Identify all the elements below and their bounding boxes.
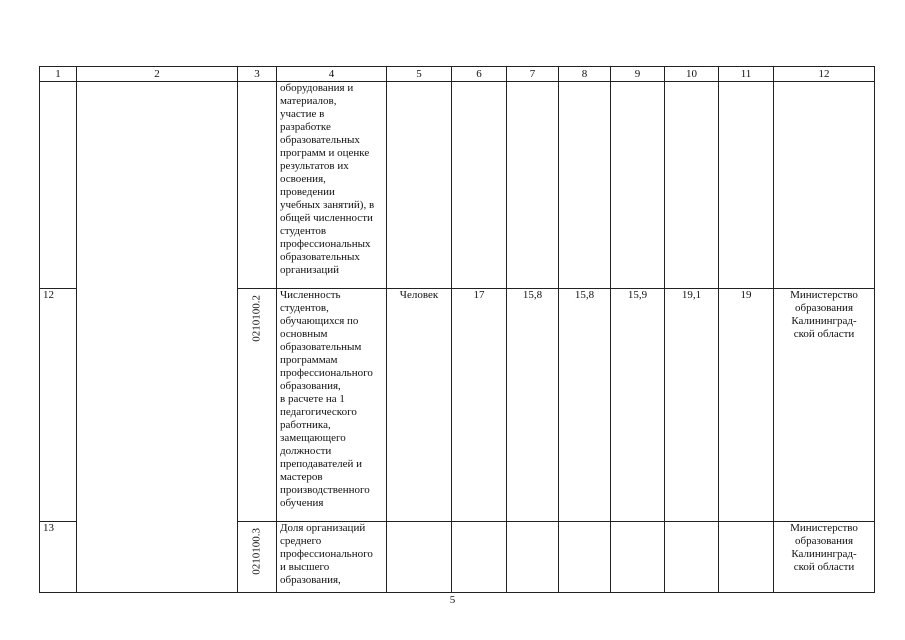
- row-code: [238, 82, 277, 289]
- row-description: Доля организаций среднего профессионального и высшего образования,: [277, 522, 387, 593]
- row-value: 15,8: [507, 289, 559, 522]
- row-description: Численность студентов, обучающихся по основным образовательным программам профессионального образования, в расчете на 1 педагогического работника, замещающего должности преподавателей и мастеров производственного обучения: [277, 289, 387, 522]
- row-value: [719, 522, 774, 593]
- column-header: 1: [40, 67, 77, 82]
- page-number: 5: [449, 594, 456, 606]
- row-value: [559, 522, 611, 593]
- row-code: [238, 522, 277, 593]
- row-value: [665, 522, 719, 593]
- row-value: 15,8: [559, 289, 611, 522]
- row-number: 12: [40, 289, 77, 522]
- row-value: 19,1: [665, 289, 719, 522]
- row-value: [719, 82, 774, 289]
- row-number: [40, 82, 77, 289]
- column-header: 2: [77, 67, 238, 82]
- column-header: 9: [611, 67, 665, 82]
- table-row: [40, 82, 875, 289]
- row-value: [507, 522, 559, 593]
- row-value: [559, 82, 611, 289]
- row-responsible: [774, 82, 875, 289]
- responsible-text: Министерство образования Калининград- ской области: [790, 522, 858, 573]
- column-header: 12: [774, 67, 875, 82]
- row-number: 13: [40, 522, 77, 593]
- row-code-text: 0210100.2: [250, 295, 263, 342]
- row-program-cell: [77, 82, 238, 593]
- row-value: [507, 82, 559, 289]
- row-value: [452, 82, 507, 289]
- column-header: 6: [452, 67, 507, 82]
- column-header: 7: [507, 67, 559, 82]
- row-description: оборудования и материалов, участие в разработке образовательных программ и оценке результатов их освоения, проведении учебных занятий), в общей численности студентов профессиональных образовательных организаций: [277, 82, 387, 289]
- row-unit: [387, 82, 452, 289]
- row-value: [611, 82, 665, 289]
- row-value: [665, 82, 719, 289]
- document-table: [39, 66, 875, 593]
- column-header: 10: [665, 67, 719, 82]
- column-header: 8: [559, 67, 611, 82]
- column-header: 4: [277, 67, 387, 82]
- responsible-text: Министерство образования Калининград- ской области: [790, 289, 858, 340]
- column-header: 3: [238, 67, 277, 82]
- row-responsible: [774, 522, 875, 593]
- column-header: 11: [719, 67, 774, 82]
- row-unit: Человек: [387, 289, 452, 522]
- column-number-row: [40, 67, 875, 82]
- row-unit: [387, 522, 452, 593]
- row-value: [611, 522, 665, 593]
- row-responsible: [774, 289, 875, 522]
- column-header: 5: [387, 67, 452, 82]
- row-code-text: 0210100.3: [250, 528, 263, 575]
- row-value: [452, 522, 507, 593]
- row-value: 15,9: [611, 289, 665, 522]
- row-value: 19: [719, 289, 774, 522]
- row-value: 17: [452, 289, 507, 522]
- row-code: [238, 289, 277, 522]
